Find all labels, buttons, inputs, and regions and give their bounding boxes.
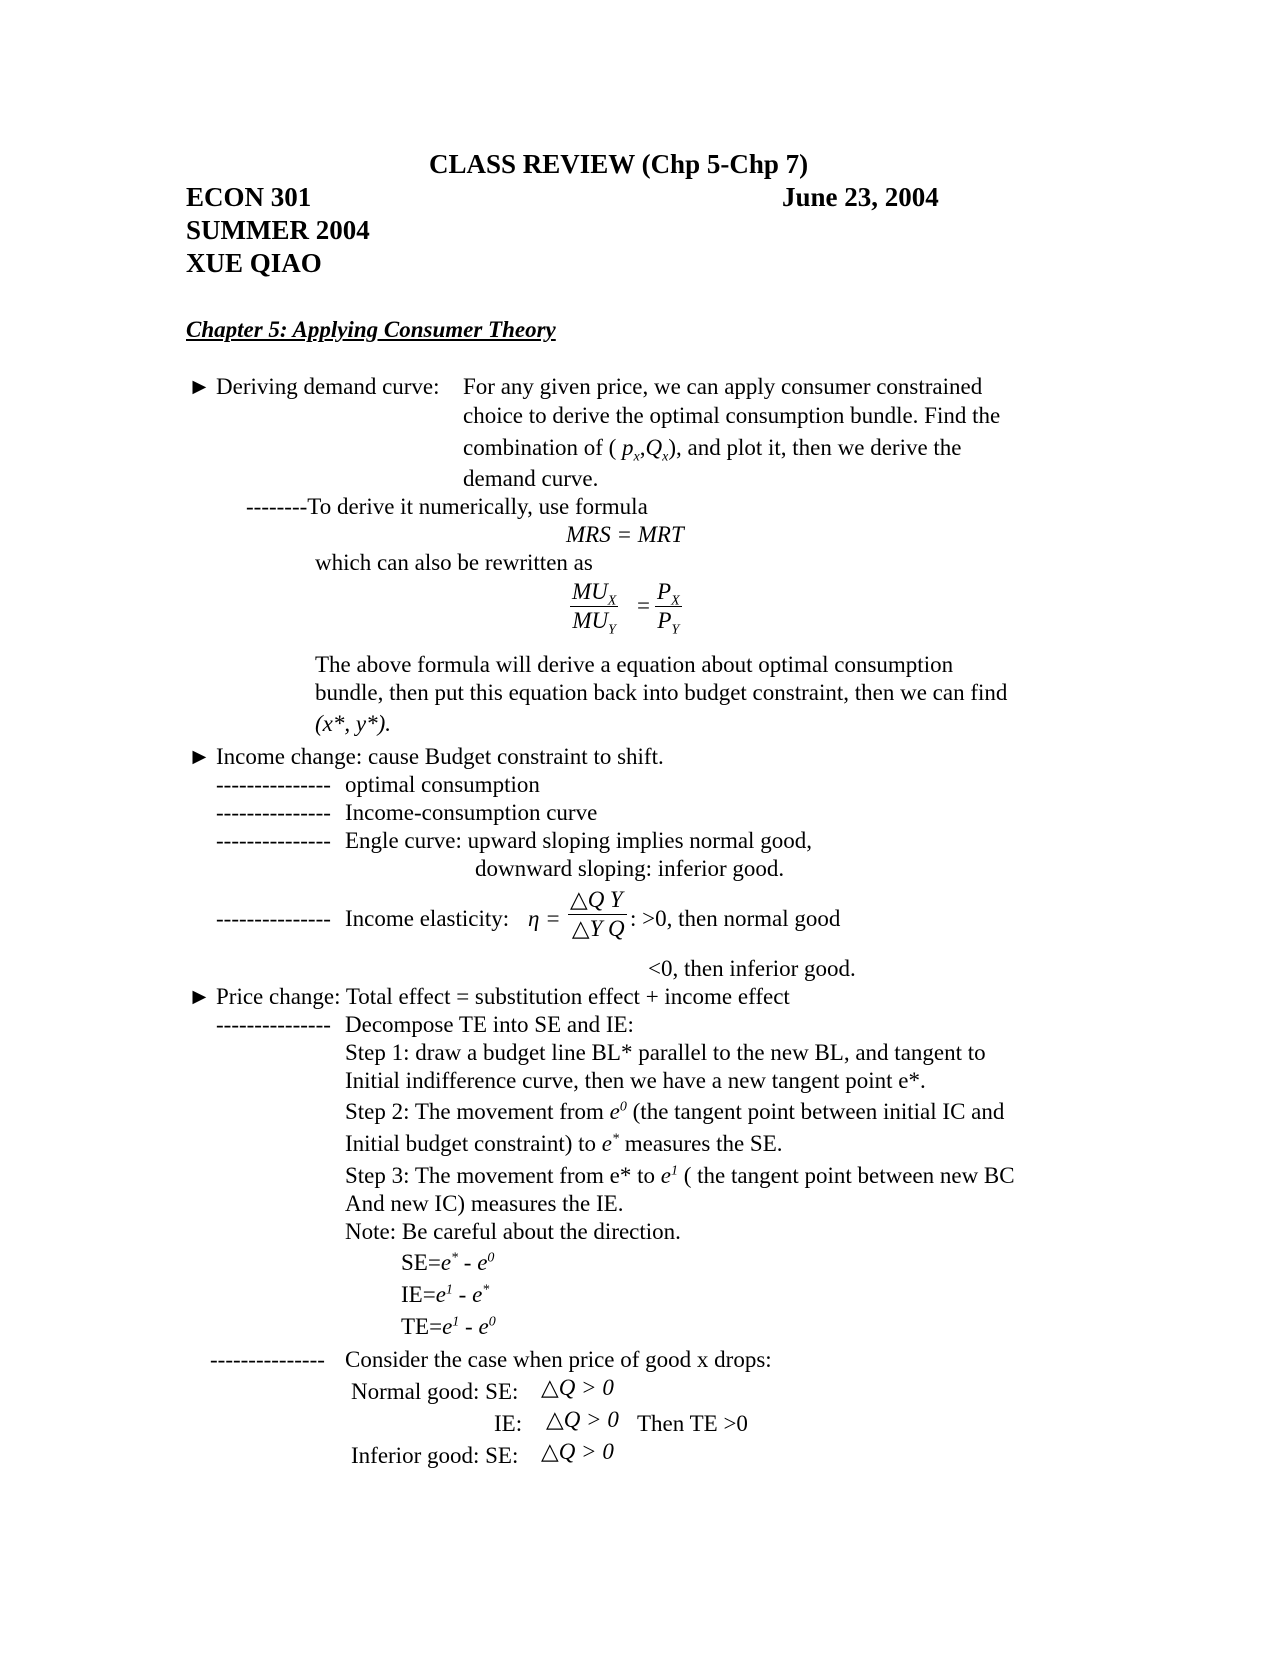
decompose-line: Decompose TE into SE and IE: bbox=[345, 1012, 634, 1037]
normal-good-se-label: Normal good: SE: bbox=[351, 1379, 519, 1404]
qx-symbol: $Q_x$ bbox=[645, 435, 669, 465]
then-te-text: Then TE >0 bbox=[637, 1411, 748, 1436]
step-3-line-b: And new IC) measures the IE. bbox=[345, 1191, 624, 1216]
q-denominator: Q bbox=[608, 916, 625, 941]
income-elasticity-inferior: <0, then inferior good. bbox=[648, 956, 856, 981]
above-formula-line-2: bundle, then put this equation back into budget constraint, then we can find bbox=[315, 680, 1008, 705]
income-elasticity-label: Income elasticity: bbox=[345, 906, 510, 931]
px-symbol: $p_x$ bbox=[622, 435, 640, 465]
py-denominator: $P_Y$ bbox=[657, 608, 680, 638]
step-1-line-b: Initial indifference curve, then we have a new tangent point e*. bbox=[345, 1068, 926, 1093]
course-code: ECON 301 bbox=[186, 182, 312, 212]
dq-dy-fraction bbox=[568, 886, 606, 943]
e0-symbol: $e^0$ bbox=[609, 1099, 627, 1124]
te-equation: $TE=e^1 - e^0$ bbox=[401, 1314, 496, 1339]
numerical-line: --------To derive it numerically, use formula bbox=[246, 494, 648, 519]
income-dashes: --------------- bbox=[216, 906, 331, 931]
eta-symbol: η = bbox=[528, 906, 561, 931]
normal-good-ie-label: IE: bbox=[494, 1411, 523, 1436]
y-q-fraction bbox=[606, 886, 627, 943]
rewrite-line: which can also be rewritten as bbox=[315, 550, 593, 575]
bullet-icon: ► bbox=[188, 984, 211, 1009]
mu-ratio-fraction bbox=[570, 578, 618, 638]
income-dashes: --------------- bbox=[216, 828, 331, 853]
e1-symbol: $e^1$ bbox=[660, 1163, 678, 1188]
consider-line: Consider the case when price of good x drops: bbox=[345, 1347, 772, 1372]
step-2-line-b: Initial budget constraint) to e* measures the SE. bbox=[345, 1131, 783, 1156]
price-dashes: --------------- bbox=[210, 1347, 325, 1372]
normal-se-value: △Q > 0 bbox=[541, 1375, 614, 1400]
step-2-line-a: Step 2: The movement from $e^0$ (the tangent point between initial IC and bbox=[345, 1099, 1005, 1124]
demand-line-3-post: ), and plot it, then we derive the bbox=[668, 435, 962, 460]
demand-line-2: choice to derive the optimal consumption bundle. Find the bbox=[463, 403, 1001, 428]
y-numerator: Y bbox=[606, 886, 627, 915]
muy-denominator: $MU_Y$ bbox=[572, 608, 616, 638]
se-equation: $SE=e^* - e^0$ bbox=[401, 1250, 495, 1275]
demand-label: Deriving demand curve: bbox=[216, 374, 440, 399]
optimal-bundle: (x*, y*). bbox=[315, 711, 391, 736]
e-star-symbol: e* bbox=[601, 1131, 619, 1156]
income-label: Income change: cause Budget constraint to shift. bbox=[216, 744, 664, 769]
income-item-1: optimal consumption bbox=[345, 772, 540, 797]
px-numerator: $P_X$ bbox=[657, 579, 680, 609]
mux-numerator: $MU_X$ bbox=[572, 579, 617, 609]
income-dashes: --------------- bbox=[216, 772, 331, 797]
income-dashes: --------------- bbox=[216, 800, 331, 825]
price-label: Price change: Total effect = substitution effect + income effect bbox=[216, 984, 790, 1009]
step-3-line-a: Step 3: The movement from e* to $e^1$ ( the tangent point between new BC bbox=[345, 1163, 1015, 1188]
income-item-3: Engle curve: upward sloping implies normal good, bbox=[345, 828, 812, 853]
mrs-mrt-formula: MRS = MRT bbox=[566, 522, 684, 547]
dq-numerator: △Q bbox=[568, 886, 606, 915]
equals-sign: = bbox=[637, 593, 650, 618]
inferior-good-se-label: Inferior good: SE: bbox=[351, 1443, 519, 1468]
income-item-2: Income-consumption curve bbox=[345, 800, 598, 825]
inferior-se-value: △Q > 0 bbox=[541, 1439, 614, 1464]
document-title: CLASS REVIEW (Chp 5-Chp 7) bbox=[429, 149, 809, 179]
document-date: June 23, 2004 bbox=[782, 182, 939, 212]
author: XUE QIAO bbox=[186, 248, 322, 278]
note-line: Note: Be careful about the direction. bbox=[345, 1219, 681, 1244]
normal-ie-value: △Q > 0 bbox=[546, 1407, 619, 1432]
price-ratio-fraction bbox=[655, 578, 682, 638]
chapter-heading: Chapter 5: Applying Consumer Theory bbox=[186, 317, 556, 342]
price-dashes: --------------- bbox=[216, 1012, 331, 1037]
bullet-icon: ► bbox=[188, 744, 211, 769]
bullet-icon: ► bbox=[188, 374, 211, 399]
demand-line-3: combination of ( $p_x,Q_x$), and plot it, then we derive the bbox=[463, 435, 962, 465]
income-elasticity-normal: : >0, then normal good bbox=[630, 906, 841, 931]
term: SUMMER 2004 bbox=[186, 215, 370, 245]
demand-line-4: demand curve. bbox=[463, 466, 599, 491]
demand-line-3-pre: combination of ( bbox=[463, 435, 617, 460]
dy-denominator: △Y bbox=[571, 916, 603, 941]
income-item-3b: downward sloping: inferior good. bbox=[475, 856, 785, 881]
above-formula-line-1: The above formula will derive a equation about optimal consumption bbox=[315, 652, 954, 677]
ie-equation: $IE=e^1 - e^*$ bbox=[401, 1282, 490, 1307]
demand-line-1: For any given price, we can apply consumer constrained bbox=[463, 374, 983, 399]
step-1-line-a: Step 1: draw a budget line BL* parallel to the new BL, and tangent to bbox=[345, 1040, 986, 1065]
